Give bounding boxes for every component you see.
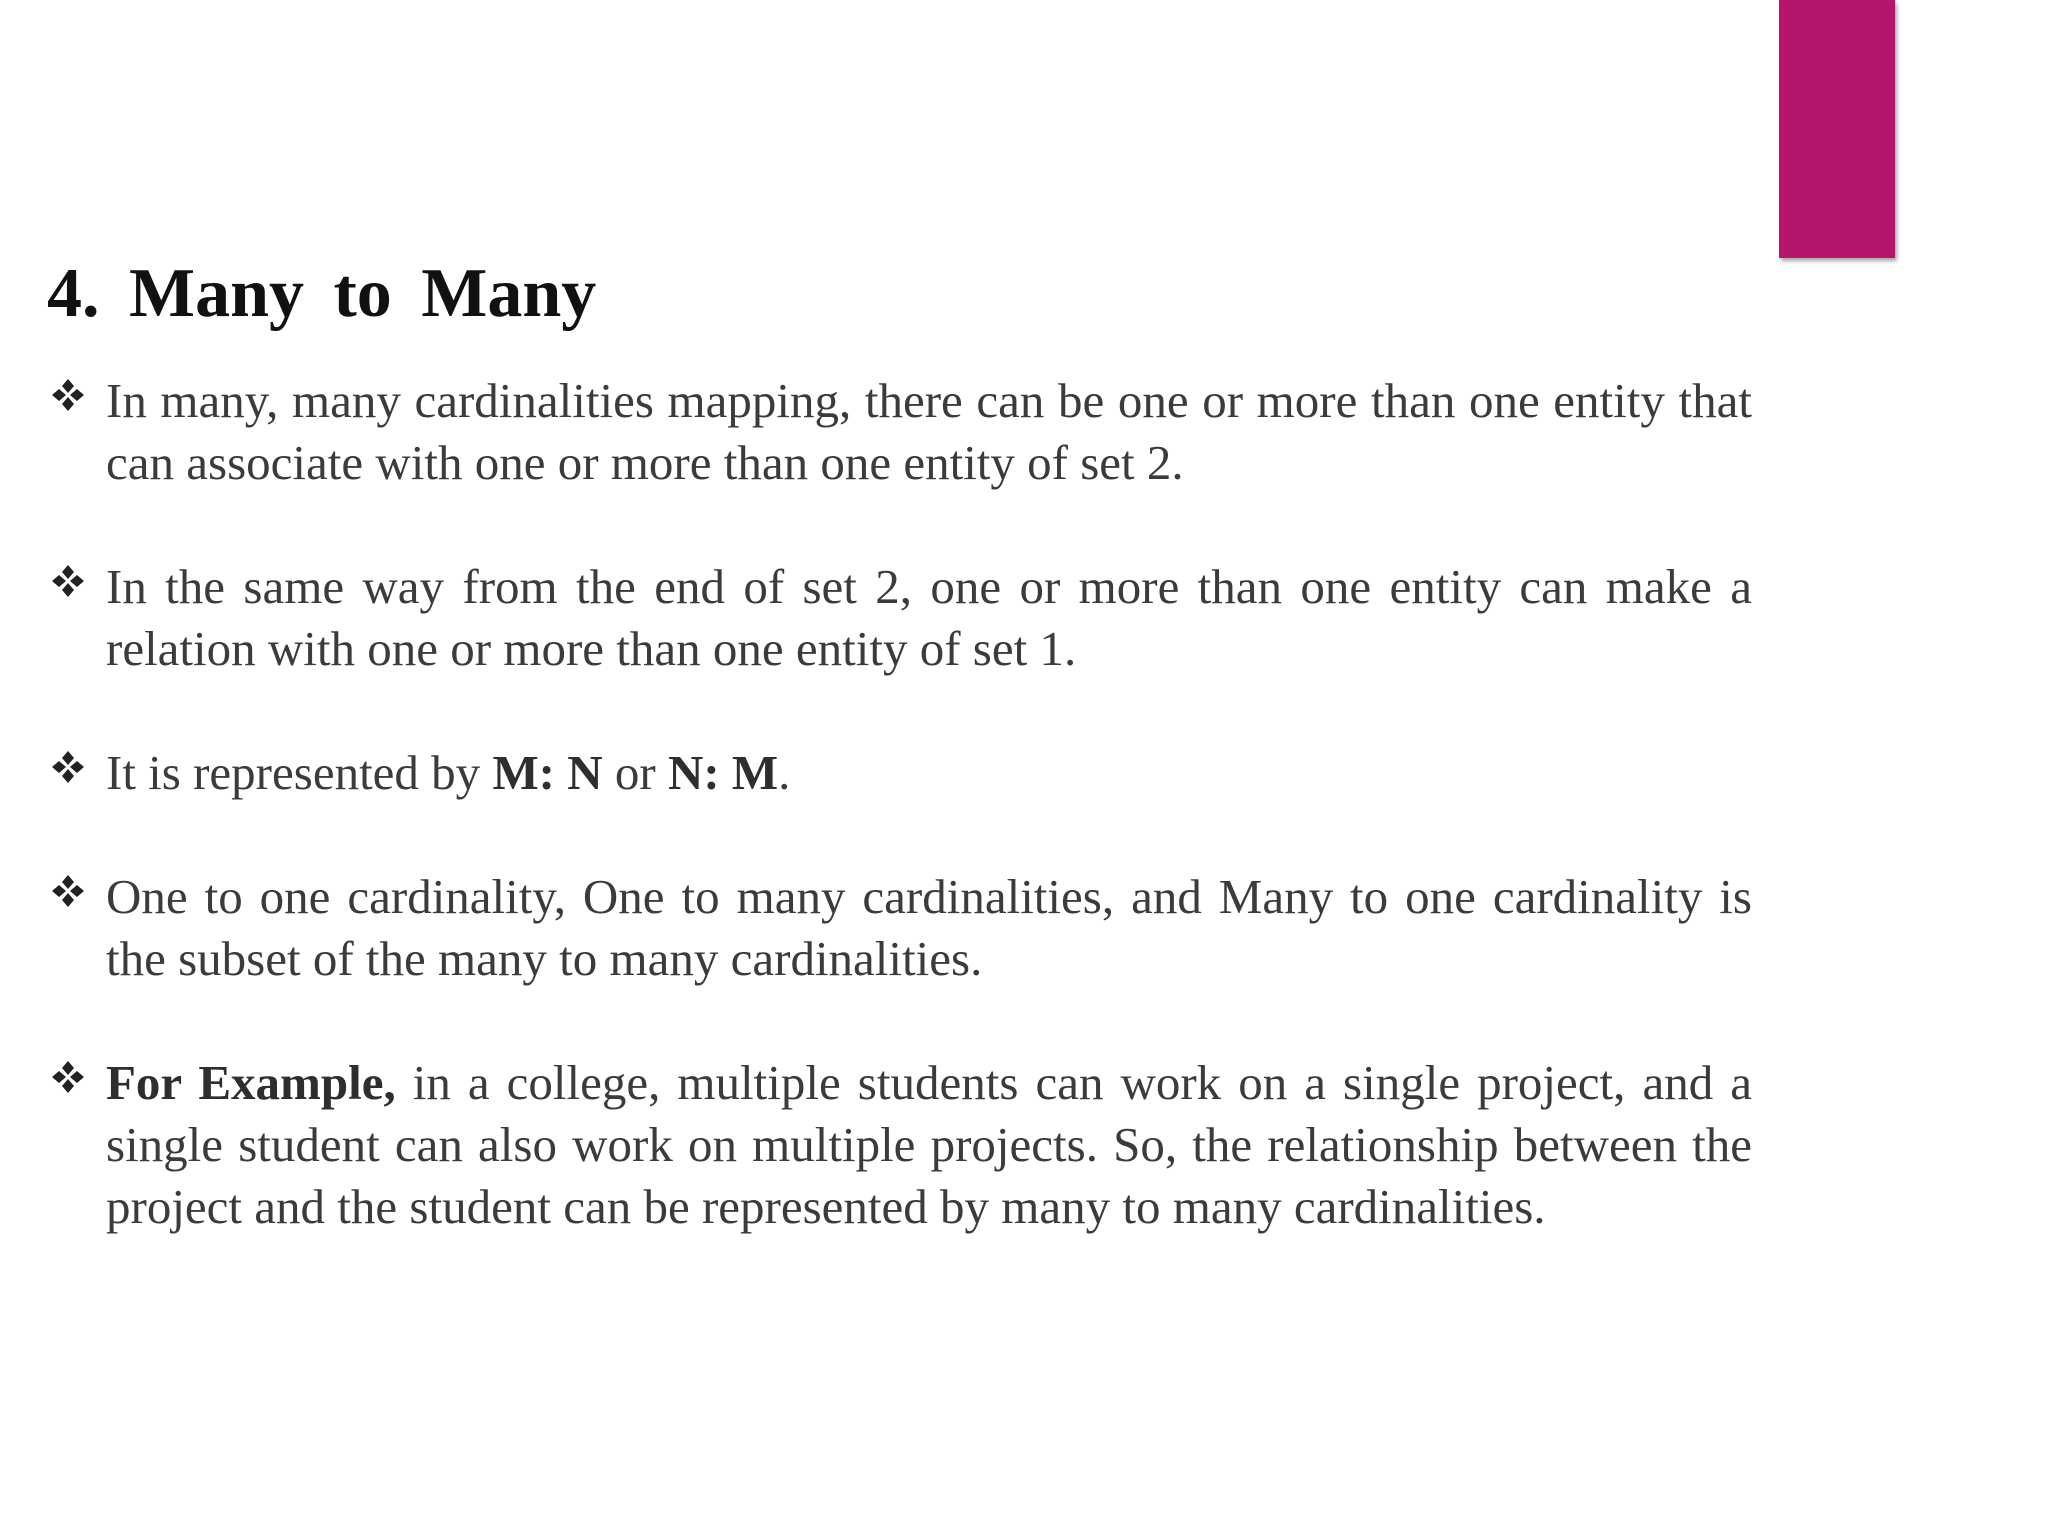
bullet-text: [106, 1055, 1752, 1234]
four-diamond-bullet-icon: [51, 1060, 85, 1094]
bullet-item: [47, 866, 1752, 990]
four-diamond-bullet-icon: [51, 750, 85, 784]
four-diamond-bullet-icon: [51, 874, 85, 908]
bullet-item: [47, 556, 1752, 680]
bullet-item: [47, 742, 1752, 804]
notation-n-m: N: M: [667, 745, 779, 800]
text-segment: in a college, multiple students can work on a single project, and a single student can also work on multiple projects. So, the relationship between the project and the student can be represented by many to many cardinalities.: [106, 1055, 1752, 1234]
four-diamond-bullet-icon: [51, 564, 85, 598]
text-segment: It is represented by: [106, 745, 493, 800]
notation-m-n: M: N: [492, 745, 603, 800]
bullet-text: One to one cardinality, One to many cardinalities, and Many to one cardinality is the subset of the many to many cardinalities.: [106, 869, 1752, 986]
slide-title: 4. Many to Many: [47, 255, 597, 332]
text-segment: .: [778, 745, 791, 800]
four-diamond-bullet-icon: [51, 378, 85, 412]
text-segment: or: [602, 745, 668, 800]
bullet-text: In many, many cardinalities mapping, there can be one or more than one entity that can associate with one or more than one entity of set 2.: [106, 373, 1752, 490]
bullet-text: [106, 745, 790, 800]
bullet-list: [47, 370, 1752, 1300]
bullet-item: [47, 370, 1752, 494]
bullet-item: [47, 1052, 1752, 1238]
accent-bar: [1779, 0, 1895, 258]
example-label: For Example,: [106, 1055, 396, 1110]
bullet-text: In the same way from the end of set 2, one or more than one entity can make a relation with one or more than one entity of set 1.: [106, 559, 1752, 676]
